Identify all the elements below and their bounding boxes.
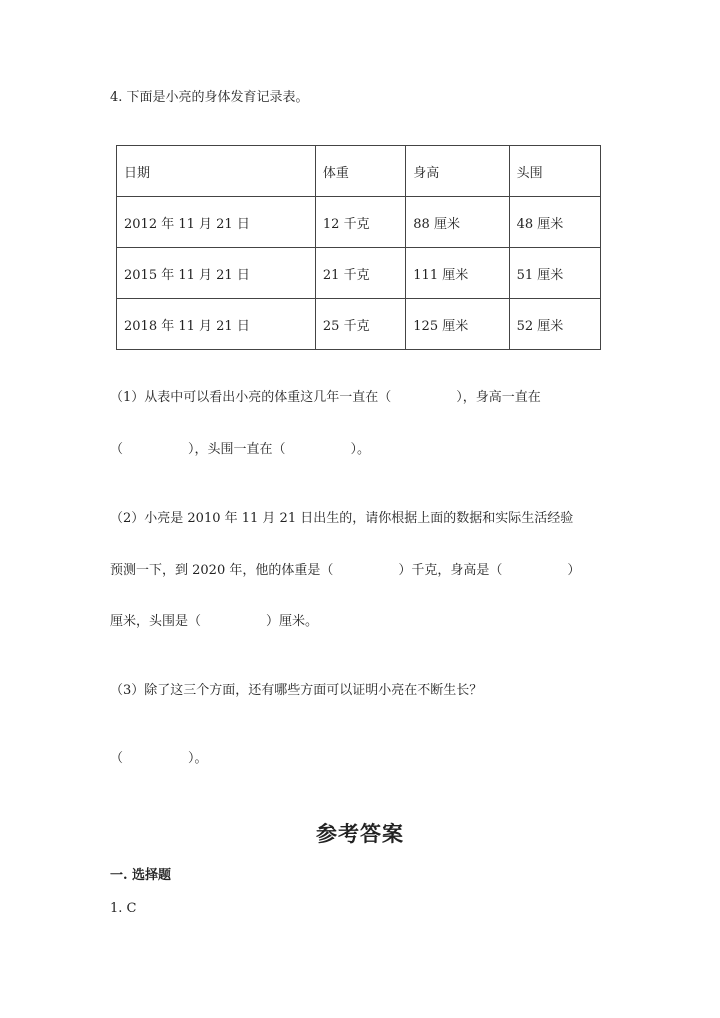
part2-line3: 厘米，头围是（ ）厘米。 (110, 614, 319, 629)
table-cell-head: 48 厘米 (509, 197, 600, 248)
table-cell-weight: 12 千克 (315, 197, 405, 248)
header-weight: 体重 (315, 146, 405, 197)
answers-section-heading: 一. 选择题 (110, 868, 172, 883)
table-row (117, 299, 601, 350)
table-cell-date: 2018 年 11 月 21 日 (117, 299, 316, 350)
table-cell-height: 88 厘米 (406, 197, 509, 248)
header-height: 身高 (406, 146, 509, 197)
growth-record-table (116, 145, 601, 350)
part2-line1: （2）小亮是 2010 年 11 月 21 日出生的，请你根据上面的数据和实际生活经验 (110, 511, 574, 526)
part3-line1: （3）除了这三个方面，还有哪些方面可以证明小亮在不断生长？ (110, 683, 483, 698)
question-title: 4. 下面是小亮的身体发育记录表。 (110, 90, 309, 105)
header-head-circumference: 头围 (509, 146, 600, 197)
table-cell-height: 111 厘米 (406, 248, 509, 299)
table-cell-date: 2015 年 11 月 21 日 (117, 248, 316, 299)
part3-line2: （ ）。 (110, 751, 208, 766)
table-cell-height: 125 厘米 (406, 299, 509, 350)
table-cell-weight: 21 千克 (315, 248, 405, 299)
answers-title: 参考答案 (316, 821, 404, 846)
table-cell-date: 2012 年 11 月 21 日 (117, 197, 316, 248)
part1-line2: （ ），头围一直在（ ）。 (110, 442, 371, 457)
table-cell-head: 51 厘米 (509, 248, 600, 299)
table-row (117, 248, 601, 299)
table-row (117, 197, 601, 248)
table-cell-head: 52 厘米 (509, 299, 600, 350)
table-header-row (117, 146, 601, 197)
table-cell-weight: 25 千克 (315, 299, 405, 350)
part2-line2: 预测一下，到 2020 年，他的体重是（ ）千克，身高是（ ） (110, 563, 581, 578)
header-date: 日期 (117, 146, 316, 197)
answer-item: 1. C (110, 901, 137, 916)
part1-line1: （1）从表中可以看出小亮的体重这几年一直在（ ），身高一直在 (110, 390, 541, 405)
